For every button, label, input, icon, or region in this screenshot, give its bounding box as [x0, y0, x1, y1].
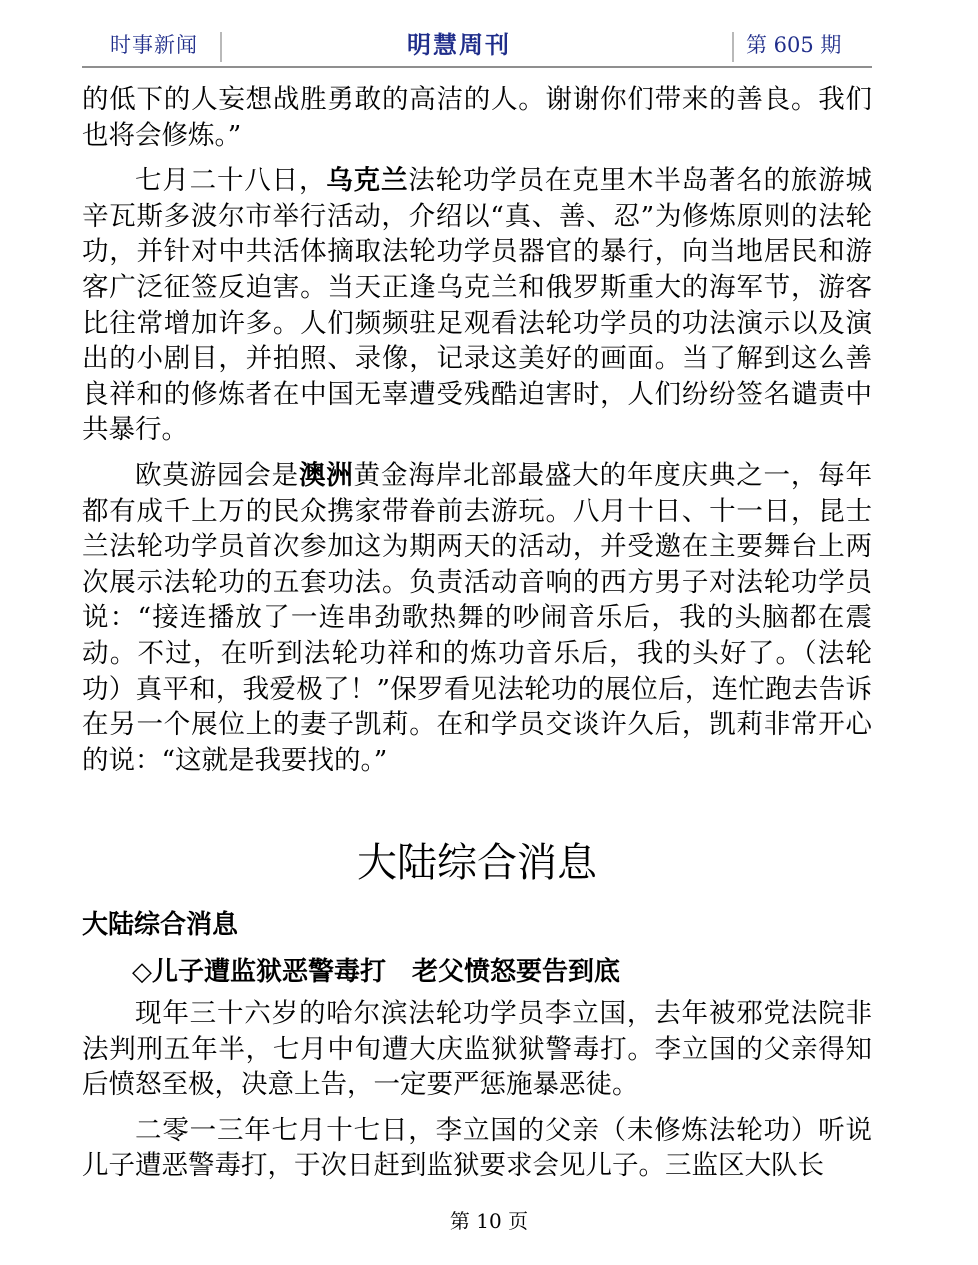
- paragraph-text: 黄金海岸北部最盛大的年度庆典之一，每年都有成千上万的民众携家带眷前去游玩。八月十日、十一日，昆士兰法轮功学员首次参加这为期两天的活动，并受邀在主要舞台上两次展示法轮功的五套功法。负责活动音响的西方男子对法轮功学员说：“接连播放了一连串劲歌热舞的吵闹音乐后，我的头脑都在震动。不过，在听到法轮功祥和的炼功音乐后，我的头好了。（法轮功）真平和，我爱极了！”保罗看见法轮功的展位后，连忙跑去告诉在另一个展位上的妻子凯莉。在和学员交谈许久后，凯莉非常开心的说：“这就是我要找的。”: [82, 459, 873, 776]
- paragraph: 的低下的人妄想战胜勇敢的高洁的人。谢谢你们带来的善良。我们也将会修炼。”: [82, 84, 872, 151]
- paragraph-australia: [82, 458, 872, 778]
- header-rule: [82, 66, 872, 68]
- header-publication: 明慧周刊: [407, 30, 511, 59]
- page-header: [82, 26, 872, 68]
- header-divider: [220, 32, 222, 62]
- page-number: 第 10 页: [449, 1209, 529, 1233]
- paragraph: 二零一三年七月十七日，李立国的父亲（未修炼法轮功）听说儿子遭恶警毒打，于次日赶到监狱要求会见儿子。三监区大队长: [82, 1114, 872, 1182]
- paragraph-text: 法轮功学员在克里木半岛著名的旅游城辛瓦斯多波尔市举行活动，介绍以“真、善、忍”为修炼原则的法轮功，并针对中共活体摘取法轮功学员器官的暴行，向当地居民和游客广泛征签反迫害。当天正逢乌克兰和俄罗斯重大的海军节，游客比往常增加许多。人们频频驻足观看法轮功学员的功法演示以及演出的小剧目，并拍照、录像，记录这美好的画面。当了解到这么善良祥和的修炼者在中国无辜遭受残酷迫害时，人们纷纷签名谴责中共暴行。: [82, 165, 873, 446]
- section-subtitle: 大陆综合消息: [82, 910, 239, 940]
- highlight-ukraine: 乌克兰: [326, 165, 409, 197]
- highlight-australia: 澳洲: [298, 459, 354, 491]
- paragraph-text: 七月二十八日，: [135, 165, 327, 197]
- article-body: [82, 82, 872, 778]
- header-section: 时事新闻: [110, 33, 198, 57]
- paragraph-ukraine: [82, 163, 872, 448]
- section-title: 大陆综合消息: [357, 840, 597, 886]
- article-body-2: [82, 996, 872, 1184]
- paragraph-text: 欧莫游园会是: [135, 459, 299, 491]
- article-title: ◇儿子遭监狱恶警毒打 老父愤怒要告到底: [132, 957, 620, 987]
- paragraph: 现年三十六岁的哈尔滨法轮功学员李立国，去年被邪党法院非法判刑五年半，七月中旬遭大庆监狱狱警毒打。李立国的父亲得知后愤怒至极，决意上告，一定要严惩施暴恶徒。: [82, 998, 872, 1101]
- header-divider: [732, 32, 734, 62]
- header-issue: 第 605 期: [746, 33, 842, 57]
